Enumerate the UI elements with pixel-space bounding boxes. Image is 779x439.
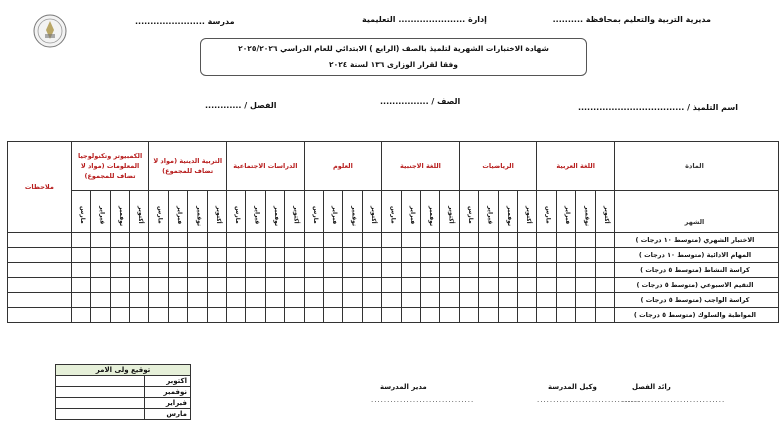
grade-cell[interactable] xyxy=(440,263,459,278)
grade-cell[interactable] xyxy=(304,308,323,323)
subject-computer: الكمبيوتر وتكنولوجيا المعلومات (مواد لا تضاف للمجموع) xyxy=(71,142,149,191)
grade-cell[interactable] xyxy=(576,233,595,248)
grade-cell[interactable] xyxy=(420,293,439,308)
grade-cell[interactable] xyxy=(595,233,614,248)
grade-cell[interactable] xyxy=(517,293,536,308)
guardian-sign-cell[interactable] xyxy=(56,409,145,420)
grade-cell[interactable] xyxy=(420,308,439,323)
grade-cell[interactable] xyxy=(440,308,459,323)
month-cell xyxy=(401,191,420,233)
grade-cell[interactable] xyxy=(129,248,148,263)
grade-cell[interactable] xyxy=(343,263,362,278)
grade-cell[interactable] xyxy=(227,308,246,323)
grade-cell[interactable] xyxy=(517,233,536,248)
assessment-label: كراسة النشاط (متوسط ٥ درجات ) xyxy=(614,263,778,278)
grade-cell[interactable] xyxy=(556,233,575,248)
month-cell xyxy=(149,191,168,233)
grade-cell[interactable] xyxy=(129,233,148,248)
month-label: نوفمبر xyxy=(583,206,591,227)
month-label: فبراير xyxy=(176,206,183,225)
grade-cell[interactable] xyxy=(556,278,575,293)
grade-cell[interactable] xyxy=(304,248,323,263)
grade-cell[interactable] xyxy=(110,293,129,308)
grade-cell[interactable] xyxy=(168,263,187,278)
grade-cell[interactable] xyxy=(207,308,226,323)
notes-cell[interactable] xyxy=(8,293,72,308)
grade-cell[interactable] xyxy=(459,293,478,308)
grade-cell[interactable] xyxy=(71,293,90,308)
month-label: نوفمبر xyxy=(117,206,125,227)
grade-cell[interactable] xyxy=(537,248,556,263)
grade-cell[interactable] xyxy=(479,263,498,278)
month-label: أكتوبر xyxy=(525,206,533,224)
month-label: مارس xyxy=(156,206,164,224)
month-label: نوفمبر xyxy=(350,206,358,227)
month-cell xyxy=(285,191,304,233)
grade-cell[interactable] xyxy=(71,263,90,278)
assessment-label: التقيم الاسبوعي (متوسط ٥ درجات ) xyxy=(614,278,778,293)
grade-cell[interactable] xyxy=(382,293,401,308)
month-cell xyxy=(129,191,148,233)
month-header-label: الشهر xyxy=(684,218,705,226)
assessment-label: المهام الادائية (متوسط ١٠ درجات ) xyxy=(614,248,778,263)
certificate-title-box xyxy=(200,38,587,76)
grade-cell[interactable] xyxy=(576,263,595,278)
grade-cell[interactable] xyxy=(479,278,498,293)
month-label: نوفمبر xyxy=(505,206,513,227)
subject-foreign-language: اللغة الاجنبية xyxy=(382,142,460,191)
grade-cell[interactable] xyxy=(91,248,110,263)
month-label: أكتوبر xyxy=(602,206,610,224)
grade-cell[interactable] xyxy=(265,248,284,263)
grade-cell[interactable] xyxy=(246,248,265,263)
grade-cell[interactable] xyxy=(246,278,265,293)
grade-cell[interactable] xyxy=(188,278,207,293)
grade-cell[interactable] xyxy=(304,293,323,308)
guardian-sign-cell[interactable] xyxy=(56,387,145,398)
grade-cell[interactable] xyxy=(343,308,362,323)
grade-cell[interactable] xyxy=(382,278,401,293)
grade-cell[interactable] xyxy=(556,248,575,263)
ministry-logo xyxy=(28,12,72,50)
month-cell xyxy=(227,191,246,233)
grade-cell[interactable] xyxy=(91,233,110,248)
grade-cell[interactable] xyxy=(265,278,284,293)
month-cell xyxy=(459,191,478,233)
grade-cell[interactable] xyxy=(498,248,517,263)
month-cell xyxy=(576,191,595,233)
grade-cell[interactable] xyxy=(537,278,556,293)
grade-cell[interactable] xyxy=(420,248,439,263)
grade-cell[interactable] xyxy=(401,278,420,293)
table-row xyxy=(8,248,779,263)
month-label: مارس xyxy=(389,206,397,224)
student-name-label: اسم التلميذ / ................................... xyxy=(577,103,738,112)
guardian-sign-cell[interactable] xyxy=(56,376,145,387)
grade-cell[interactable] xyxy=(343,233,362,248)
grade-cell[interactable] xyxy=(168,278,187,293)
grade-cell[interactable] xyxy=(129,263,148,278)
month-header xyxy=(614,191,778,233)
grade-cell[interactable] xyxy=(362,308,381,323)
grade-cell[interactable] xyxy=(440,233,459,248)
grade-cell[interactable] xyxy=(188,248,207,263)
grade-cell[interactable] xyxy=(576,293,595,308)
grades-table xyxy=(7,141,779,323)
notes-cell[interactable] xyxy=(8,308,72,323)
month-label: فبراير xyxy=(486,206,494,225)
grade-cell[interactable] xyxy=(324,293,343,308)
grade-cell[interactable] xyxy=(382,233,401,248)
grade-cell[interactable] xyxy=(498,263,517,278)
grade-cell[interactable] xyxy=(285,248,304,263)
assessment-label: كراسة الواجب (متوسط ٥ درجات ) xyxy=(614,293,778,308)
grade-cell[interactable] xyxy=(110,308,129,323)
month-cell xyxy=(246,191,265,233)
grade-cell[interactable] xyxy=(459,248,478,263)
month-cell xyxy=(498,191,517,233)
notes-cell[interactable] xyxy=(8,248,72,263)
grade-cell[interactable] xyxy=(459,263,478,278)
notes-cell[interactable] xyxy=(8,263,72,278)
month-label: أكتوبر xyxy=(292,206,300,224)
grade-cell[interactable] xyxy=(149,278,168,293)
grade-cell[interactable] xyxy=(149,233,168,248)
table-row xyxy=(8,263,779,278)
grade-cell[interactable] xyxy=(401,308,420,323)
month-cell xyxy=(479,191,498,233)
grade-cell[interactable] xyxy=(537,263,556,278)
grade-cell[interactable] xyxy=(459,233,478,248)
grade-cell[interactable] xyxy=(285,278,304,293)
vice-principal-line: ................................ xyxy=(537,396,641,404)
grade-cell[interactable] xyxy=(110,263,129,278)
grade-cell[interactable] xyxy=(207,248,226,263)
grade-cell[interactable] xyxy=(168,293,187,308)
grade-cell[interactable] xyxy=(168,248,187,263)
month-label: مارس xyxy=(234,206,242,224)
grade-cell[interactable] xyxy=(459,278,478,293)
subject-social-studies: الدراسات الاجتماعية xyxy=(227,142,305,191)
grade-cell[interactable] xyxy=(537,308,556,323)
grade-cell[interactable] xyxy=(498,293,517,308)
month-label: نوفمبر xyxy=(273,206,281,227)
grade-cell[interactable] xyxy=(479,293,498,308)
grade-cell[interactable] xyxy=(285,308,304,323)
grade-cell[interactable] xyxy=(343,293,362,308)
month-label: مارس xyxy=(78,206,86,224)
grade-cell[interactable] xyxy=(420,263,439,278)
month-label: فبراير xyxy=(331,206,339,225)
grade-cell[interactable] xyxy=(401,293,420,308)
grade-cell[interactable] xyxy=(595,308,614,323)
grade-cell[interactable] xyxy=(149,308,168,323)
grade-cell[interactable] xyxy=(149,293,168,308)
month-cell xyxy=(324,191,343,233)
grade-cell[interactable] xyxy=(517,278,536,293)
grade-cell[interactable] xyxy=(227,233,246,248)
grade-cell[interactable] xyxy=(110,278,129,293)
guardian-month: اكتوبر xyxy=(145,376,191,387)
principal-label: مدير المدرسة xyxy=(380,383,427,391)
grade-cell[interactable] xyxy=(129,293,148,308)
month-label: مارس xyxy=(311,206,319,224)
month-cell xyxy=(440,191,459,233)
grade-cell[interactable] xyxy=(227,293,246,308)
grade-cell[interactable] xyxy=(479,248,498,263)
grade-cell[interactable] xyxy=(265,263,284,278)
grade-cell[interactable] xyxy=(188,263,207,278)
month-cell xyxy=(382,191,401,233)
grade-cell[interactable] xyxy=(149,263,168,278)
subject-arabic: اللغة العربية xyxy=(537,142,615,191)
month-cell xyxy=(304,191,323,233)
month-cell xyxy=(362,191,381,233)
grade-cell[interactable] xyxy=(459,308,478,323)
month-cell xyxy=(343,191,362,233)
grade-cell[interactable] xyxy=(246,233,265,248)
grade-cell[interactable] xyxy=(227,278,246,293)
grade-cell[interactable] xyxy=(207,293,226,308)
grade-cell[interactable] xyxy=(227,248,246,263)
grade-cell[interactable] xyxy=(71,248,90,263)
grade-cell[interactable] xyxy=(129,308,148,323)
grade-cell[interactable] xyxy=(285,233,304,248)
month-cell xyxy=(110,191,129,233)
grade-cell[interactable] xyxy=(537,233,556,248)
notes-cell[interactable] xyxy=(8,233,72,248)
month-label: أكتوبر xyxy=(137,206,145,224)
grade-cell[interactable] xyxy=(324,308,343,323)
month-label: فبراير xyxy=(98,206,106,225)
grade-cell[interactable] xyxy=(537,293,556,308)
grade-cell[interactable] xyxy=(517,308,536,323)
month-label: نوفمبر xyxy=(195,206,203,227)
grade-cell[interactable] xyxy=(71,233,90,248)
grade-cell[interactable] xyxy=(420,278,439,293)
grade-cell[interactable] xyxy=(246,293,265,308)
grade-cell[interactable] xyxy=(91,308,110,323)
month-label: مارس xyxy=(466,206,474,224)
grade-cell[interactable] xyxy=(479,308,498,323)
grade-cell[interactable] xyxy=(285,263,304,278)
grade-cell[interactable] xyxy=(517,248,536,263)
grade-cell[interactable] xyxy=(207,233,226,248)
month-cell xyxy=(265,191,284,233)
grade-cell[interactable] xyxy=(246,308,265,323)
grade-cell[interactable] xyxy=(304,233,323,248)
vice-principal-label: وكيل المدرسة xyxy=(548,383,597,391)
grade-cell[interactable] xyxy=(71,278,90,293)
grade-cell[interactable] xyxy=(576,248,595,263)
table-row xyxy=(8,278,779,293)
grade-cell[interactable] xyxy=(188,293,207,308)
grade-cell[interactable] xyxy=(304,278,323,293)
grade-cell[interactable] xyxy=(440,278,459,293)
notes-cell[interactable] xyxy=(8,278,72,293)
month-label: أكتوبر xyxy=(370,206,377,224)
grade-cell[interactable] xyxy=(207,263,226,278)
grade-cell[interactable] xyxy=(576,278,595,293)
month-cell xyxy=(207,191,226,233)
school-label: مدرسة ....................... xyxy=(135,17,235,26)
grade-cell[interactable] xyxy=(420,233,439,248)
grade-cell[interactable] xyxy=(265,293,284,308)
grade-cell[interactable] xyxy=(401,248,420,263)
grade-cell[interactable] xyxy=(71,308,90,323)
subject-science: العلوم xyxy=(304,142,382,191)
month-label: مارس xyxy=(544,206,552,224)
guardian-month: فبراير xyxy=(145,398,191,409)
month-label: فبراير xyxy=(253,206,261,225)
grade-cell[interactable] xyxy=(440,293,459,308)
class-leader-line: ................................ xyxy=(622,396,726,404)
table-row xyxy=(8,233,779,248)
grade-cell[interactable] xyxy=(188,233,207,248)
grade-cell[interactable] xyxy=(362,248,381,263)
month-cell xyxy=(188,191,207,233)
grade-cell[interactable] xyxy=(324,248,343,263)
grade-cell[interactable] xyxy=(382,248,401,263)
table-row xyxy=(8,308,779,323)
grade-cell[interactable] xyxy=(362,293,381,308)
grade-cell[interactable] xyxy=(401,263,420,278)
grade-cell[interactable] xyxy=(362,263,381,278)
guardian-month: نوفمبر xyxy=(145,387,191,398)
grade-cell[interactable] xyxy=(149,248,168,263)
month-cell xyxy=(420,191,439,233)
directorate-label: مديرية التربية والتعليم بمحافظة .......... xyxy=(552,15,711,24)
grade-cell[interactable] xyxy=(110,233,129,248)
assessment-label: الاختبار الشهري (متوسط ١٠ درجات ) xyxy=(614,233,778,248)
subject-religion: التربية الدينية (مواد لا تضاف للمجموع) xyxy=(149,142,227,191)
guardian-title: توقيع ولى الامر xyxy=(56,365,191,376)
grade-cell[interactable] xyxy=(595,248,614,263)
assessment-label: المواظبة والسلوك (متوسط ٥ درجات ) xyxy=(614,308,778,323)
grade-cell[interactable] xyxy=(129,278,148,293)
grade-cell[interactable] xyxy=(362,278,381,293)
month-cell xyxy=(556,191,575,233)
grade-cell[interactable] xyxy=(382,263,401,278)
grade-cell[interactable] xyxy=(595,278,614,293)
month-label: فبراير xyxy=(408,206,416,225)
grade-cell[interactable] xyxy=(479,233,498,248)
grade-cell[interactable] xyxy=(188,308,207,323)
month-cell xyxy=(595,191,614,233)
grade-cell[interactable] xyxy=(207,278,226,293)
grade-cell[interactable] xyxy=(595,263,614,278)
grade-cell[interactable] xyxy=(343,248,362,263)
month-cell xyxy=(517,191,536,233)
grade-cell[interactable] xyxy=(304,263,323,278)
grade-cell[interactable] xyxy=(91,278,110,293)
administration-label: إدارة ...................... التعليمية xyxy=(362,15,487,24)
certificate-title: شهادة الاختبارات الشهرية لتلميذ بالصف (الرابع ) الابتدائي للعام الدراسي ٢٠٢٥/٢٠٢٦ xyxy=(238,44,549,53)
grade-cell[interactable] xyxy=(265,233,284,248)
month-label: فبراير xyxy=(563,206,571,225)
table-row xyxy=(8,293,779,308)
grade-label: الصف / ................ xyxy=(380,97,461,106)
grade-cell[interactable] xyxy=(265,308,284,323)
guardian-sign-cell[interactable] xyxy=(56,398,145,409)
subject-header: المادة xyxy=(614,142,778,191)
guardian-month: مارس xyxy=(145,409,191,420)
month-cell xyxy=(91,191,110,233)
grade-cell[interactable] xyxy=(517,263,536,278)
month-label: نوفمبر xyxy=(428,206,436,227)
grade-cell[interactable] xyxy=(595,293,614,308)
grade-cell[interactable] xyxy=(227,263,246,278)
grade-cell[interactable] xyxy=(91,263,110,278)
grade-cell[interactable] xyxy=(324,233,343,248)
grade-cell[interactable] xyxy=(576,308,595,323)
grade-cell[interactable] xyxy=(91,293,110,308)
grade-cell[interactable] xyxy=(556,263,575,278)
grade-cell[interactable] xyxy=(343,278,362,293)
certificate-decree: وفقا لقرار الوزارى ١٣٦ لسنة ٢٠٢٤ xyxy=(329,60,458,69)
grade-cell[interactable] xyxy=(556,293,575,308)
month-label: أكتوبر xyxy=(447,206,455,224)
subject-math: الرياضيات xyxy=(459,142,537,191)
grade-cell[interactable] xyxy=(382,308,401,323)
grade-cell[interactable] xyxy=(362,233,381,248)
grade-cell[interactable] xyxy=(556,308,575,323)
grade-cell[interactable] xyxy=(498,308,517,323)
grade-cell[interactable] xyxy=(285,293,304,308)
month-cell xyxy=(71,191,90,233)
notes-header: ملاحظات xyxy=(8,142,72,233)
grade-cell[interactable] xyxy=(324,263,343,278)
class-leader-label: رائد الفصل xyxy=(632,383,671,391)
grade-cell[interactable] xyxy=(168,308,187,323)
month-cell xyxy=(168,191,187,233)
grade-cell[interactable] xyxy=(168,233,187,248)
grade-cell[interactable] xyxy=(401,233,420,248)
month-cell xyxy=(537,191,556,233)
class-label: الفصل / ............ xyxy=(205,101,277,110)
month-label: أكتوبر xyxy=(214,206,222,224)
grade-cell[interactable] xyxy=(498,233,517,248)
principal-line: ................................ xyxy=(371,396,475,404)
grade-cell[interactable] xyxy=(498,278,517,293)
grade-cell[interactable] xyxy=(110,248,129,263)
grade-cell[interactable] xyxy=(324,278,343,293)
grade-cell[interactable] xyxy=(246,263,265,278)
grade-cell[interactable] xyxy=(440,248,459,263)
guardian-signature-table xyxy=(55,364,191,420)
